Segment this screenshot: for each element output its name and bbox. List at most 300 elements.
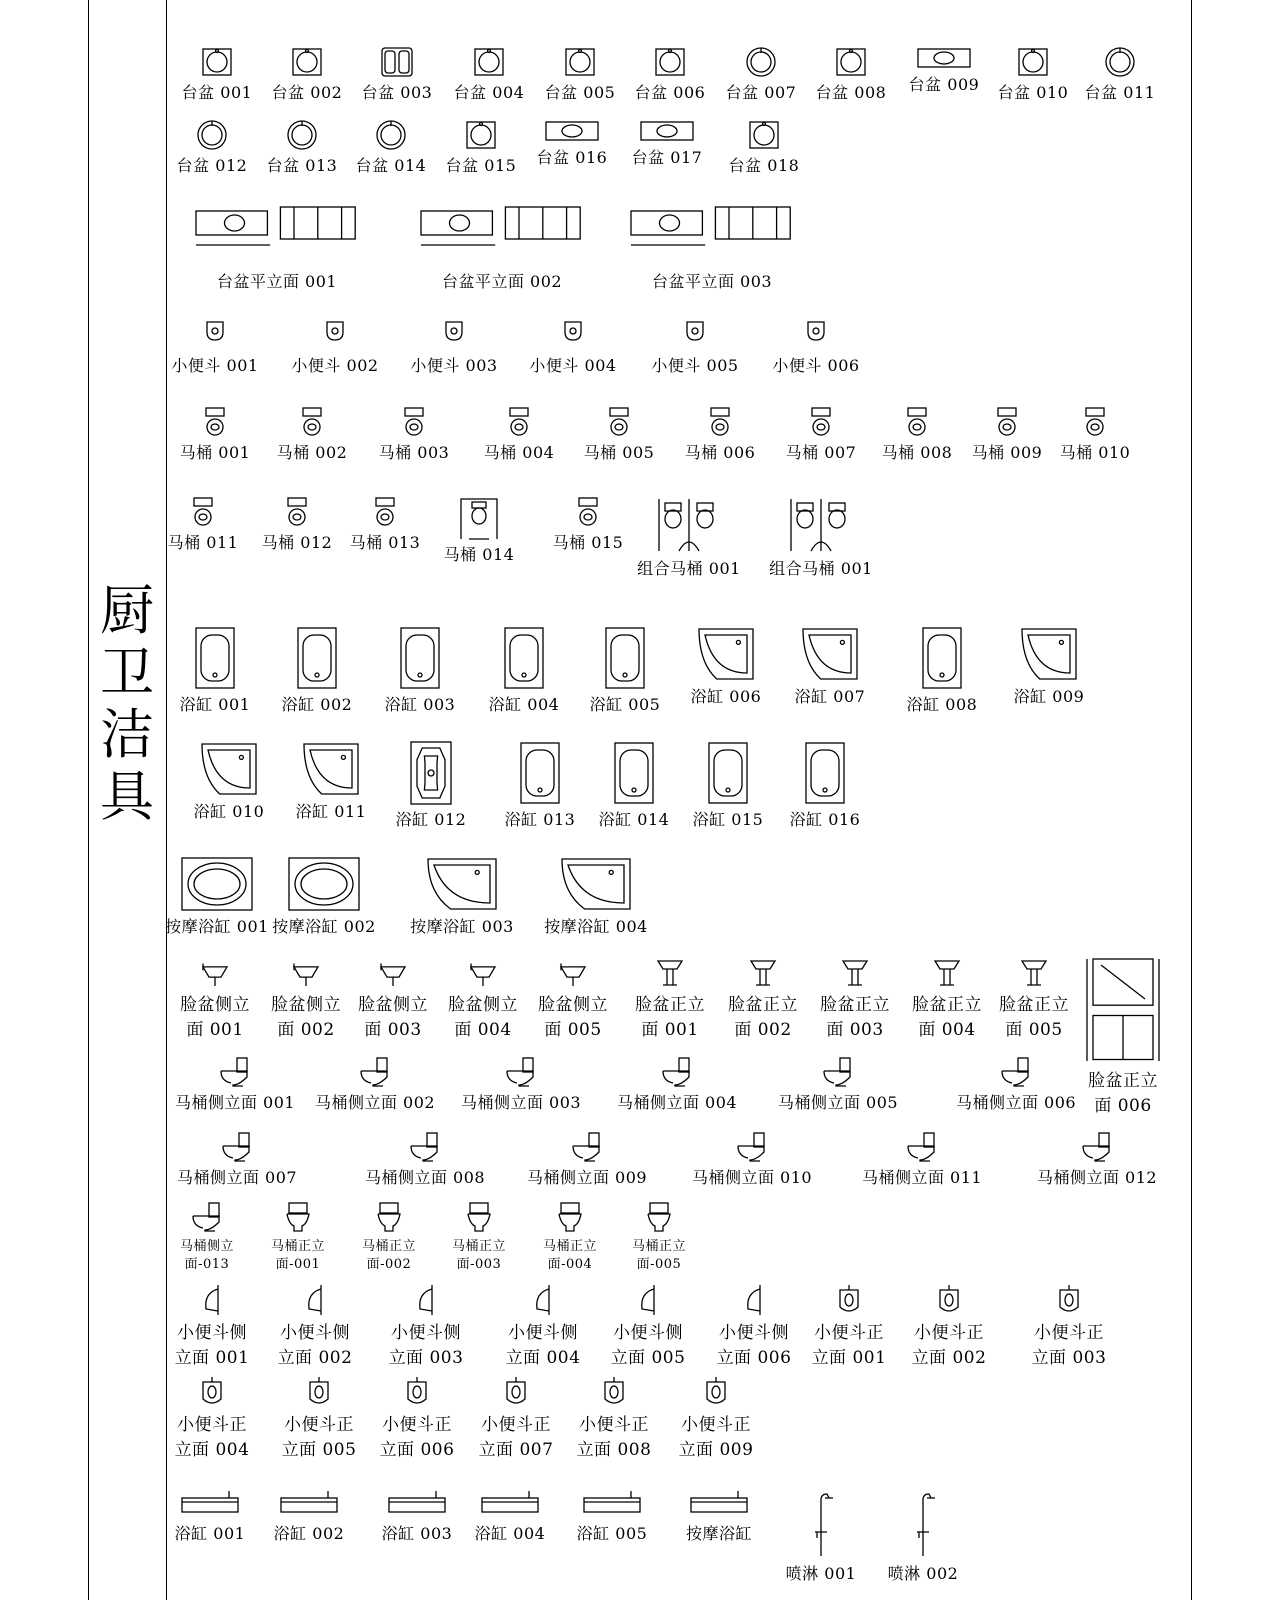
urinal-front-icon: [931, 1283, 967, 1317]
fixture-label: 小便斗 003: [410, 356, 498, 375]
fixture-label: [448, 993, 518, 1043]
fixture-label-line2: 立面 007: [478, 1440, 554, 1460]
fixture-symbol[interactable]: [552, 1490, 672, 1543]
fixture-label: 马桶侧立面 003: [460, 1093, 582, 1112]
fixture-label: 浴缸 001: [174, 1524, 246, 1543]
fixture-label: 喷淋 001: [785, 1564, 857, 1583]
fixture-label: 马桶侧立面 004: [616, 1093, 738, 1112]
fixture-label: [999, 993, 1069, 1043]
fixture-label: 按摩浴缸 001: [165, 917, 269, 936]
fixture-label: 马桶 006: [684, 443, 756, 462]
fixture-label-line2: 立面 008: [576, 1440, 652, 1460]
fixture-label: [820, 993, 890, 1043]
fixture-label-line1: 小便斗侧: [507, 1323, 578, 1343]
fixture-symbol[interactable]: [394, 318, 514, 375]
toilet-side-icon: [998, 1055, 1034, 1089]
fixture-label: 浴缸 001: [179, 695, 251, 714]
fixture-label: [180, 1238, 234, 1274]
fixture-label: 马桶 011: [167, 533, 239, 552]
fixture-label-line1: 脸盆正立: [820, 995, 890, 1015]
fixture-label: 浴缸 010: [193, 802, 265, 821]
basin-icon: [746, 118, 782, 152]
bathtub-icon: [193, 625, 237, 691]
toilet-side-icon: [407, 1130, 443, 1164]
fixture-label-line1: 小便斗正: [1033, 1323, 1104, 1343]
toilet-front-icon: [461, 1200, 497, 1234]
round-basin-icon: [1102, 45, 1138, 79]
fixture-label-line2: 面 006: [1094, 1096, 1152, 1116]
fixture-symbol[interactable]: [599, 1200, 719, 1274]
fixture-label: 马桶 005: [583, 443, 655, 462]
fixture-label-line1: 脸盆侧立: [448, 995, 518, 1015]
fixture-label-line1: 小便斗正: [813, 1323, 884, 1343]
fixture-label: 浴缸 004: [488, 695, 560, 714]
fixture-label: [812, 1321, 887, 1371]
toilet-icon: [899, 405, 935, 439]
fixture-label: 台盆 010: [997, 83, 1069, 102]
fixture-label: [282, 1413, 357, 1463]
fixture-label: [358, 993, 428, 1043]
fixture-symbol[interactable]: [249, 1490, 369, 1543]
fixture-label: 浴缸 006: [690, 687, 762, 706]
urinal-front-icon: [301, 1375, 337, 1409]
fixture-symbol[interactable]: [889, 1283, 1009, 1371]
fixture-label: [479, 1413, 554, 1463]
fixture-label: 台盆 006: [634, 83, 706, 102]
fixture-symbol[interactable]: [761, 495, 881, 578]
fixture-label-line2: 立面 004: [505, 1348, 581, 1368]
fixture-label: 小便斗 005: [651, 356, 739, 375]
fixture-label-line1: 小便斗正: [283, 1415, 354, 1435]
fixture-symbol[interactable]: [656, 1375, 776, 1463]
toilet-front-icon: [641, 1200, 677, 1234]
washbasin-side-icon: [555, 955, 591, 989]
fixture-label-line1: 小便斗侧: [612, 1323, 683, 1343]
fixture-label: 喷淋 002: [887, 1564, 959, 1583]
fixture-symbol[interactable]: [692, 1130, 812, 1187]
urinal-side-icon: [408, 1283, 444, 1317]
toilet-front-icon: [371, 1200, 407, 1234]
urinal-front-icon: [399, 1375, 435, 1409]
fixture-symbol[interactable]: [152, 1375, 272, 1463]
fixture-symbol[interactable]: [770, 625, 890, 706]
fixture-symbol[interactable]: [366, 1283, 486, 1371]
urinal-icon: [436, 318, 472, 352]
fixture-label-line1: 小便斗正: [913, 1323, 984, 1343]
fixture-label: 台盆平立面 003: [651, 272, 773, 291]
fixture-label-line1: 脸盆侧立: [180, 995, 250, 1015]
fixture-label: [175, 1413, 250, 1463]
fixture-label: [679, 1413, 754, 1463]
fixture-label-line2: 面 002: [277, 1020, 335, 1040]
urinal-side-icon: [630, 1283, 666, 1317]
fixture-label: 台盆平立面 001: [216, 272, 338, 291]
fixture-label: 浴缸 008: [906, 695, 978, 714]
round-basin-icon: [284, 118, 320, 152]
counter-basin-icon: [916, 45, 972, 71]
fixture-label-line2: 立面 009: [678, 1440, 754, 1460]
toilet-side-icon: [569, 1130, 605, 1164]
round-basin-icon: [194, 118, 230, 152]
fixture-label-line1: 脸盆正立: [635, 995, 705, 1015]
fixture-label-line2: 面 001: [641, 1020, 699, 1040]
toilet-stall-icon: [457, 495, 501, 541]
fixture-label: [538, 993, 608, 1043]
fixture-symbol[interactable]: [1009, 1283, 1129, 1371]
fixture-label: 马桶 013: [349, 533, 421, 552]
toilet-icon: [1077, 405, 1113, 439]
fixture-symbol[interactable]: [704, 118, 824, 175]
fixture-label-line1: 脸盆侧立: [358, 995, 428, 1015]
corner-tub-icon: [1018, 625, 1080, 683]
fixture-label-line2: 面 005: [544, 1020, 602, 1040]
bathtub-elevation-icon: [386, 1490, 448, 1520]
fixture-label: 马桶 002: [276, 443, 348, 462]
bathtub-icon: [706, 740, 750, 806]
fixture-label: 马桶侧立面 002: [314, 1093, 436, 1112]
bathtub-elevation-icon: [278, 1490, 340, 1520]
toilet-icon: [803, 405, 839, 439]
fixture-label: 按摩浴缸 004: [544, 917, 648, 936]
fixture-symbol[interactable]: [629, 495, 749, 578]
fixture-symbol[interactable]: [275, 318, 395, 375]
fixture-symbol[interactable]: [956, 1055, 1076, 1112]
fixture-symbol[interactable]: [989, 625, 1109, 706]
urinal-front-icon: [498, 1375, 534, 1409]
fixture-symbol[interactable]: [175, 1055, 295, 1112]
fixture-label: [278, 1321, 353, 1371]
double-basin-icon: [379, 45, 415, 79]
toilet-icon: [396, 405, 432, 439]
fixture-label: [577, 1413, 652, 1463]
fixture-label-line1: 小便斗正: [381, 1415, 452, 1435]
fixture-label: 台盆 004: [453, 83, 525, 102]
fixture-symbol[interactable]: [1035, 405, 1155, 462]
toilet-side-icon: [1079, 1130, 1115, 1164]
basin-elevation-icon: [417, 178, 587, 268]
massage-tub-icon: [179, 855, 255, 913]
basin-icon: [652, 45, 688, 79]
fixture-label: 台盆 013: [266, 156, 338, 175]
fixture-label-line1: 脸盆侧立: [538, 995, 608, 1015]
fixture-label-line1: 小便斗正: [578, 1415, 649, 1435]
fixture-label: 马桶侧立面 011: [861, 1168, 983, 1187]
fixture-label-line1: 小便斗侧: [176, 1323, 247, 1343]
sheet-title: 厨卫洁具: [100, 579, 154, 828]
fixture-symbol[interactable]: [756, 318, 876, 375]
fixture-label: 马桶侧立面 012: [1036, 1168, 1158, 1187]
fixture-symbol[interactable]: [177, 1130, 297, 1187]
fixture-label: 组合马桶 001: [769, 559, 873, 578]
fixture-label-line1: 马桶正立: [451, 1239, 506, 1254]
fixture-label-line2: 面-005: [636, 1257, 682, 1272]
massage-tub-icon: [286, 855, 362, 913]
fixture-label: 马桶 009: [971, 443, 1043, 462]
fixture-label: 浴缸 009: [1013, 687, 1085, 706]
bathtub-elevation-icon: [479, 1490, 541, 1520]
fixture-label-line2: 面-001: [275, 1257, 321, 1272]
basin-icon: [289, 45, 325, 79]
fixture-label: 台盆 012: [176, 156, 248, 175]
fixture-label-line2: 面 003: [826, 1020, 884, 1040]
fixture-label-line1: 脸盆正立: [912, 995, 982, 1015]
urinal-icon: [798, 318, 834, 352]
fixture-symbol[interactable]: [315, 1055, 435, 1112]
washbasin-side-icon: [288, 955, 324, 989]
toilet-icon: [989, 405, 1025, 439]
fixture-symbol[interactable]: [483, 1283, 603, 1371]
fixture-label: 台盆 016: [536, 148, 608, 167]
fixture-label: 浴缸 012: [395, 810, 467, 829]
bathtub-icon: [920, 625, 964, 691]
round-basin-icon: [743, 45, 779, 79]
fixture-label: 按摩浴缸: [685, 1524, 752, 1543]
fixture-label: [1088, 1069, 1158, 1119]
fixture-symbol[interactable]: [652, 178, 772, 291]
fixture-label-line1: 小便斗正: [176, 1415, 247, 1435]
basin-icon: [471, 45, 507, 79]
octagon-tub-icon: [409, 740, 453, 806]
fixture-label: 小便斗 001: [171, 356, 259, 375]
washbasin-side-icon: [375, 955, 411, 989]
fixture-symbol[interactable]: [157, 855, 277, 936]
fixture-symbol[interactable]: [862, 1130, 982, 1187]
toilet-front-icon: [552, 1200, 588, 1234]
bathtub-icon: [518, 740, 562, 806]
fixture-label: 马桶 004: [483, 443, 555, 462]
washbasin-front-icon: [1016, 955, 1052, 989]
fixture-symbol[interactable]: [360, 625, 480, 714]
fixture-symbol[interactable]: [635, 318, 755, 375]
fixture-label: 马桶侧立面 010: [691, 1168, 813, 1187]
fixture-label: 马桶 014: [443, 545, 515, 564]
fixture-label: 浴缸 013: [504, 810, 576, 829]
fixture-symbol[interactable]: [588, 1283, 708, 1371]
urinal-front-icon: [194, 1375, 230, 1409]
fixture-symbol[interactable]: [1037, 1130, 1157, 1187]
fixture-label: [389, 1321, 464, 1371]
fixture-label: 浴缸 007: [794, 687, 866, 706]
toilet-side-icon: [219, 1130, 255, 1164]
counter-basin-icon: [639, 118, 695, 144]
corner-tub-icon: [558, 855, 634, 913]
toilet-icon: [185, 495, 221, 529]
fixture-symbol[interactable]: [527, 1130, 647, 1187]
fixture-label-line2: 立面 001: [811, 1348, 887, 1368]
fixture-label-line2: 面 002: [734, 1020, 792, 1040]
urinal-icon: [317, 318, 353, 352]
fixture-label-line2: 面 005: [1005, 1020, 1063, 1040]
fixture-label: [180, 993, 250, 1043]
fixture-label: [543, 1238, 597, 1274]
fixture-symbol[interactable]: [617, 1055, 737, 1112]
toilet-icon: [501, 405, 537, 439]
toilet-side-icon: [820, 1055, 856, 1089]
fixture-label: 马桶侧立面 007: [176, 1168, 298, 1187]
fixture-label-line1: 马桶正立: [270, 1239, 325, 1254]
fixture-label: [611, 1321, 686, 1371]
fixture-symbol[interactable]: [1060, 45, 1180, 102]
toilet-side-icon: [357, 1055, 393, 1089]
drawing-sheet: [88, 0, 1192, 1600]
fixture-label-line2: 立面 005: [610, 1348, 686, 1368]
fixture-label: 马桶 015: [552, 533, 624, 552]
toilet-icon: [294, 405, 330, 439]
fixture-label: 马桶 001: [179, 443, 251, 462]
washbasin-front-icon: [652, 955, 688, 989]
bathtub-elevation-icon: [688, 1490, 750, 1520]
fixture-symbol[interactable]: [882, 625, 1002, 714]
fixture-label: 台盆平立面 002: [441, 272, 563, 291]
washbasin-front-icon: [929, 955, 965, 989]
toilet-side-icon: [659, 1055, 695, 1089]
fixture-label: 马桶 008: [881, 443, 953, 462]
urinal-front-icon: [596, 1375, 632, 1409]
fixture-label: 台盆 017: [631, 148, 703, 167]
fixture-label: 台盆 001: [181, 83, 253, 102]
fixture-label: [175, 1321, 250, 1371]
fixture-label: 台盆 008: [815, 83, 887, 102]
urinal-front-icon: [831, 1283, 867, 1317]
fixture-symbol[interactable]: [513, 318, 633, 375]
fixture-symbol[interactable]: [666, 625, 786, 706]
fixture-symbol[interactable]: [354, 405, 474, 462]
fixture-symbol[interactable]: [402, 855, 522, 936]
washbasin-side-icon: [465, 955, 501, 989]
fixture-label: 马桶 003: [378, 443, 450, 462]
toilet-front-icon: [280, 1200, 316, 1234]
fixture-label-line2: 面-003: [456, 1257, 502, 1272]
fixture-label: [717, 1321, 792, 1371]
fixture-label-line2: 立面 006: [379, 1440, 455, 1460]
fixture-label: [380, 1413, 455, 1463]
fixture-label: 小便斗 006: [772, 356, 860, 375]
fixture-label: 浴缸 015: [692, 810, 764, 829]
bathtub-elevation-icon: [581, 1490, 643, 1520]
basin-icon: [833, 45, 869, 79]
bathtub-icon: [502, 625, 546, 691]
fixture-label: 台盆 018: [728, 156, 800, 175]
symbol-library: [167, 0, 1193, 1600]
fixture-label: [271, 993, 341, 1043]
fixture-label: 马桶 010: [1059, 443, 1131, 462]
fixture-label: 台盆 011: [1084, 83, 1156, 102]
fixture-symbol[interactable]: [419, 495, 539, 564]
fixture-label: 浴缸 005: [576, 1524, 648, 1543]
fixture-label: 按摩浴缸 003: [410, 917, 514, 936]
fixture-symbol[interactable]: [536, 855, 656, 936]
fixture-label-line1: 小便斗侧: [390, 1323, 461, 1343]
fixture-label: 台盆 009: [908, 75, 980, 94]
fixture-symbol[interactable]: [371, 740, 491, 829]
fixture-symbol[interactable]: [863, 1490, 983, 1583]
toilet-icon: [601, 405, 637, 439]
corner-tub-icon: [695, 625, 757, 683]
toilet-icon: [367, 495, 403, 529]
fixture-symbol[interactable]: [255, 1283, 375, 1371]
fixture-symbol[interactable]: [778, 1055, 898, 1112]
fixture-symbol[interactable]: [442, 178, 562, 291]
toilet-group-icon: [785, 495, 857, 555]
fixture-label: [271, 1238, 325, 1274]
urinal-icon: [555, 318, 591, 352]
fixture-label: 组合马桶 001: [637, 559, 741, 578]
bathtub-elevation-icon: [179, 1490, 241, 1520]
corner-tub-icon: [300, 740, 362, 798]
toilet-side-icon: [503, 1055, 539, 1089]
fixture-symbol[interactable]: [1063, 955, 1183, 1119]
bathtub-icon: [803, 740, 847, 806]
fixture-label: 浴缸 016: [789, 810, 861, 829]
fixture-label: 台盆 014: [355, 156, 427, 175]
fixture-label: 台盆 003: [361, 83, 433, 102]
bathtub-icon: [603, 625, 647, 691]
bathtub-icon: [612, 740, 656, 806]
fixture-label-line1: 小便斗侧: [279, 1323, 350, 1343]
fixture-label-line1: 脸盆侧立: [271, 995, 341, 1015]
fixture-symbol[interactable]: [155, 318, 275, 375]
fixture-label-line2: 立面 003: [388, 1348, 464, 1368]
fixture-label: [635, 993, 705, 1043]
urinal-icon: [677, 318, 713, 352]
toilet-side-icon: [217, 1055, 253, 1089]
fixture-symbol[interactable]: [264, 855, 384, 936]
fixture-label-line2: 立面 003: [1031, 1348, 1107, 1368]
toilet-group-icon: [653, 495, 725, 555]
fixture-label: [1032, 1321, 1107, 1371]
shower-icon: [910, 1490, 936, 1560]
fixture-label: 马桶侧立面 001: [174, 1093, 296, 1112]
fixture-label: 浴缸 004: [474, 1524, 546, 1543]
toilet-icon: [570, 495, 606, 529]
fixture-symbol[interactable]: [152, 1283, 272, 1371]
round-basin-icon: [373, 118, 409, 152]
basin-icon: [1015, 45, 1051, 79]
fixture-label-line2: 面 001: [186, 1020, 244, 1040]
basin-icon: [562, 45, 598, 79]
fixture-symbol[interactable]: [217, 178, 337, 291]
fixture-symbol[interactable]: [765, 740, 885, 829]
corner-tub-icon: [424, 855, 500, 913]
fixture-label: [912, 993, 982, 1043]
fixture-label: [506, 1321, 581, 1371]
fixture-label-line1: 脸盆正立: [999, 995, 1069, 1015]
fixture-label-line1: 小便斗侧: [718, 1323, 789, 1343]
toilet-side-icon: [189, 1200, 225, 1234]
fixture-label-line1: 马桶侧立: [179, 1239, 234, 1254]
fixture-label-line2: 立面 006: [716, 1348, 792, 1368]
fixture-label: 台盆 005: [544, 83, 616, 102]
fixture-label: 小便斗 002: [291, 356, 379, 375]
fixture-symbol[interactable]: [365, 1130, 485, 1187]
fixture-label-line1: 马桶正立: [542, 1239, 597, 1254]
urinal-side-icon: [525, 1283, 561, 1317]
fixture-symbol[interactable]: [461, 1055, 581, 1112]
fixture-label-line2: 面 004: [918, 1020, 976, 1040]
fixture-label: 小便斗 004: [529, 356, 617, 375]
fixture-label-line1: 脸盆正立: [728, 995, 798, 1015]
vanity-elevation-icon: [1083, 955, 1163, 1065]
toilet-icon: [279, 495, 315, 529]
fixture-label: 马桶 012: [261, 533, 333, 552]
fixture-label-line2: 面-013: [184, 1257, 230, 1272]
fixture-label-line1: 小便斗正: [480, 1415, 551, 1435]
fixture-label-line2: 立面 002: [911, 1348, 987, 1368]
fixture-symbol[interactable]: [257, 625, 377, 714]
corner-tub-icon: [198, 740, 260, 798]
fixture-label: [912, 1321, 987, 1371]
toilet-side-icon: [904, 1130, 940, 1164]
